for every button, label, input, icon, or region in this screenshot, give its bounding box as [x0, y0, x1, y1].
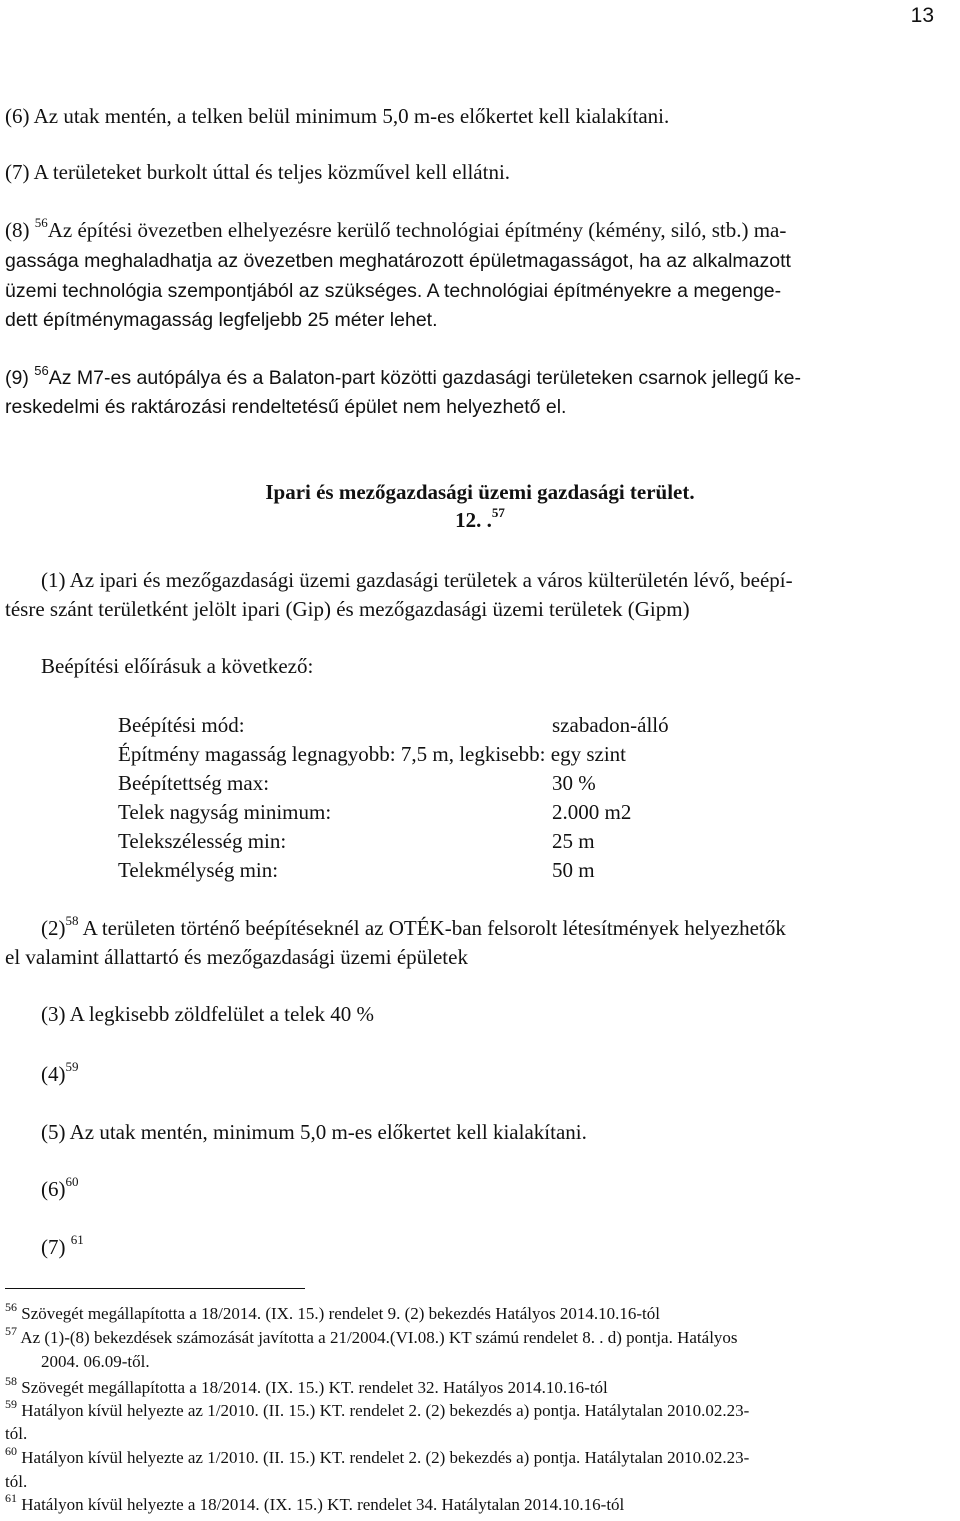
rule-value: 25 m	[552, 829, 595, 853]
footnote-text: Szövegét megállapította a 18/2014. (IX. 15.) KT. rendelet 32. Hatályos 2014.10.16-tól	[21, 1378, 608, 1397]
footnote-ref: 56	[34, 362, 49, 378]
paragraph-9-line-1	[5, 364, 801, 393]
footnote-56	[5, 1302, 660, 1325]
page-number: 13	[910, 4, 934, 27]
footnote-59-continuation: tól.	[5, 1424, 28, 1443]
rule-value: 50 m	[552, 858, 595, 882]
s12-paragraph-2-line-2: el valamint állattartó és mezőgazdasági üzemi épületek	[5, 945, 468, 969]
paragraph-text: A területen történő beépítéseknél az OTÉK-ban felsorolt létesítmények helyezhetők	[82, 916, 786, 940]
footnote-text: Az (1)-(8) bekezdések számozását javította a 21/2004.(VI.08.) KT számú rendelet 8. . d) pontja. Hatályos	[20, 1328, 738, 1347]
paragraph-number: (4)	[41, 1062, 66, 1086]
footnote-ref: 56	[34, 215, 48, 230]
s12-paragraph-2-line-1	[41, 914, 786, 943]
rule-value: 2.000 m2	[552, 800, 632, 824]
footnote-number: 60	[5, 1444, 17, 1459]
section-title: Ipari és mezőgazdasági üzemi gazdasági terület.	[265, 480, 695, 504]
footnote-text: Hatályon kívül helyezte az 1/2010. (II. 15.) KT. rendelet 2. (2) bekezdés a) pontja. Hatálytalan 2010.02.23-	[21, 1401, 750, 1420]
s12-paragraph-6	[41, 1175, 79, 1204]
footnote-57	[5, 1326, 738, 1349]
paragraph-8-line-1	[5, 216, 786, 245]
s12-paragraph-5: (5) Az utak mentén, minimum 5,0 m-es előkertet kell kialakítani.	[41, 1120, 587, 1144]
footnote-ref: 60	[65, 1174, 79, 1189]
footnote-ref: 61	[70, 1232, 84, 1247]
footnote-text: Szövegét megállapította a 18/2014. (IX. 15.) rendelet 9. (2) bekezdés Hatályos 2014.10.16-tól	[21, 1304, 660, 1323]
rule-value: 30 %	[552, 771, 596, 795]
footnote-57-continuation: 2004. 06.09-től.	[41, 1352, 150, 1371]
paragraph-number: (7)	[41, 1235, 71, 1259]
paragraph-number: (9)	[5, 367, 29, 389]
paragraph-7: (7) A területeket burkolt úttal és teljes közművel kell ellátni.	[5, 160, 511, 184]
rule-label: Beépítési mód:	[118, 713, 245, 737]
footnote-number: 56	[5, 1300, 17, 1315]
s12-paragraph-3: (3) A legkisebb zöldfelület a telek 40 %	[41, 1002, 374, 1026]
paragraph-text: Az építési övezetben elhelyezésre kerülő technológiai építmény (kémény, siló, stb.) ma-	[47, 218, 787, 242]
paragraph-number: (6)	[41, 1177, 66, 1201]
rule-label: Telek nagyság minimum:	[118, 800, 332, 824]
paragraph-6: (6) Az utak mentén, a telken belül minimum 5,0 m-es előkertet kell kialakítani.	[5, 104, 670, 128]
footnote-60	[5, 1446, 749, 1469]
footnote-number: 59	[5, 1397, 17, 1412]
s12-paragraph-4	[41, 1060, 79, 1089]
paragraph-8-line-3: üzemi technológia szempontjából az szükséges. A technológiai építményekre a megenge-	[5, 280, 782, 302]
rule-label: Építmény magasság legnagyobb: 7,5 m, legkisebb: egy szint	[118, 742, 626, 766]
paragraph-number: (2)	[41, 916, 66, 940]
paragraph-number: (8)	[5, 218, 30, 242]
section-number-text: 12. .	[455, 508, 492, 532]
s12-paragraph-1-line-2: tésre szánt területként jelölt ipari (Gip) és mezőgazdasági üzemi területek (Gipm)	[5, 597, 690, 621]
footnote-separator	[5, 1288, 305, 1289]
footnote-ref: 58	[65, 913, 79, 928]
footnote-number: 57	[5, 1324, 17, 1339]
s12-paragraph-7	[41, 1233, 84, 1262]
footnote-60-continuation: tól.	[5, 1472, 28, 1491]
section-number	[0, 505, 960, 533]
footnote-58	[5, 1376, 608, 1399]
rule-label: Beépítettség max:	[118, 771, 270, 795]
footnote-number: 61	[5, 1491, 17, 1506]
rules-intro: Beépítési előírásuk a következő:	[41, 654, 314, 678]
footnote-ref: 57	[491, 505, 505, 520]
s12-paragraph-1-line-1: (1) Az ipari és mezőgazdasági üzemi gazdasági területek a város külterületén lévő, beépí-	[41, 568, 793, 592]
paragraph-8-line-2: gassága meghaladhatja az övezetben meghatározott épületmagasságot, ha az alkalmazott	[5, 250, 791, 272]
rule-value: szabadon-álló	[552, 713, 669, 737]
rule-label: Telekszélesség min:	[118, 829, 287, 853]
rule-label: Telekmélység min:	[118, 858, 279, 882]
footnote-text: Hatályon kívül helyezte a 18/2014. (IX. 15.) KT. rendelet 34. Hatálytalan 2014.10.16-tól	[21, 1495, 625, 1514]
paragraph-8-line-4: dett építménymagasság legfeljebb 25 méter lehet.	[5, 309, 438, 331]
footnote-text: Hatályon kívül helyezte az 1/2010. (II. 15.) KT. rendelet 2. (2) bekezdés a) pontja. Hatálytalan 2010.02.23-	[21, 1448, 750, 1467]
footnote-61	[5, 1493, 624, 1516]
footnote-ref: 59	[65, 1059, 79, 1074]
paragraph-text: Az M7-es autópálya és a Balaton-part közötti gazdasági területeken csarnok jellegű ke-	[48, 367, 801, 389]
footnote-59	[5, 1399, 749, 1422]
footnote-number: 58	[5, 1374, 17, 1389]
rules-table	[118, 711, 758, 891]
paragraph-9-line-2: reskedelmi és raktározási rendeltetésű épület nem helyezhető el.	[5, 396, 567, 418]
